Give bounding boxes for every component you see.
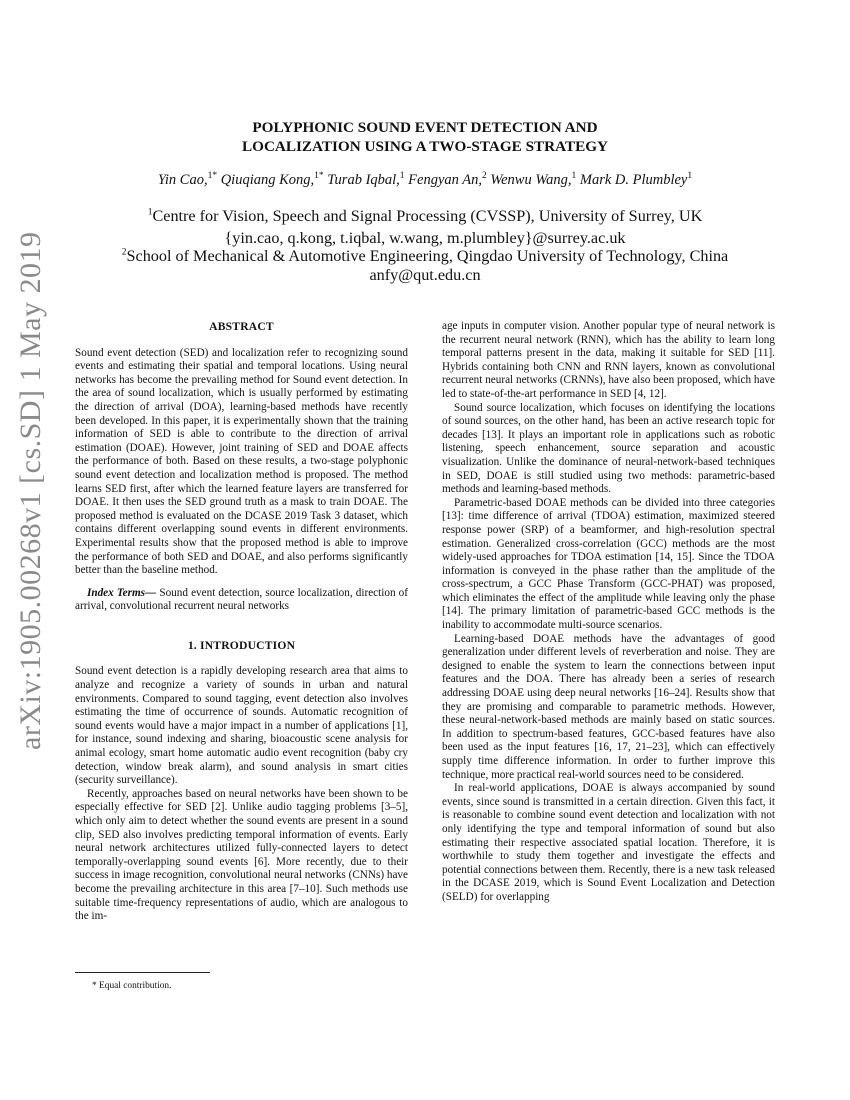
title-line-1: POLYPHONIC SOUND EVENT DETECTION AND [252,119,598,136]
author-mark: 1* [314,171,324,182]
abstract-heading: ABSTRACT [209,320,274,333]
introduction-heading: 1. INTRODUCTION [187,638,296,652]
left-column [75,320,408,924]
author-mark: 1 [687,171,693,182]
author-mark: 1* [207,171,218,182]
body-paragraph: Parametric-based DOAE methods can be divided into three categories [13]: time difference of arrival (TDOA) estimation, maximized steered response power (SRP) of a beamformer, and high-resolution spectral estimation. Generalized cross-correlation (GCC) methods are the most widely-used approaches for TDOA estimation [14, 15]. Since the TDOA information is conveyed in the phase rather than the amplitude of the cross-spectrum, a GCC Phase Transform (GCC-PHAT) was proposed, which eliminates the effect of the amplitude while leaving only the phase [14]. The primary limitation of parametric-based GCC methods is the inability to accommodate multi-source scenarios. [442,496,775,632]
author-mark: 1 [399,171,405,182]
index-terms-text: Sound event detection, source localization, direction of arrival, convolutional recurrent neural networks [75,586,408,613]
affiliation-2-email: anfy@qut.edu.cn [369,266,481,284]
body-paragraph: Learning-based DOAE methods have the advantages of good generalization under different levels of reverberation and noise. They are designed to enable the system to learn the connections between input features and the DOA. There has already been a series of research addressing DOAE using deep neural networks [16–24]. Results show that they are promising and comparable to parametric methods. However, these neural-network-based methods are mainly based on static sources. In addition to spectrum-based features, GCC-based features have also been used as the input features [16, 17, 21–23], which can effectively supply time difference information. In order to further improve this technique, more practical real-world sources need to be considered. [442,632,775,781]
author-name: Yin Cao, [157,172,208,188]
author-name: Qiuqiang Kong, [220,172,315,188]
intro-paragraph: Recently, approaches based on neural networks have been shown to be especially effective for SED [2]. Unlike audio tagging problems [3–5], which only aim to detect whether the sound events are present in a sound clip, SED also involves predicting temporal information of events. Early neural network architectures utilized fully-connected layers to detect temporally-overlapping sound events [6]. More recently, due to their success in image recognition, convolutional neural networks (CNNs) have become the prevailing architecture in this area [7–10]. Such methods use suitable time-frequency representations of audio, which are analogous to the im- [75,787,408,923]
body-paragraph: In real-world applications, DOAE is always accompanied by sound events, since sound is transmitted in a certain direction. Given this fact, it is reasonable to combine sound event detection and localization with not only identifying the type and temporal information of sound but also estimating their respective associated spatial location. Therefore, it is worthwhile to study them together and investigate the effects and potential connections between them. Recently, there is a new task released in the DCASE 2019, which is Sound Event Localization and Detection (SELD) for overlapping [442,782,775,903]
footnote: * Equal contribution. [92,981,172,991]
paper-title [0,118,850,156]
affiliation-mark: 1 [147,207,153,218]
intro-paragraph: Sound event detection is a rapidly developing research area that aims to analyze and recognize a variety of sounds in urban and natural environments. Compared to sound tagging, event detection also involves estimating the time of occurrence of sounds. Automatic recognition of sound events would have a major impact in a number of applications [1], for instance, sound indexing and sharing, bioacoustic scene analysis for animal ecology, smart home automatic audio event recognition (baby cry detection, window break alarm), and sound analysis in smart cities (security surveillance). [75,665,408,787]
affiliation-1 [0,207,850,226]
index-terms-label: Index Terms— [87,586,157,599]
affiliation-1-emails: {yin.cao, q.kong, t.iqbal, w.wang, m.plumbley}@surrey.ac.uk [224,229,626,247]
body-paragraph: age inputs in computer vision. Another popular type of neural network is the recurrent neural network (RNN), which has the ability to learn long temporal patterns present in the data, making it suitable for SED [11]. Hybrids containing both CNN and RNN layers, known as convolutional recurrent neural networks (CRNNs), have also been proposed, which have led to state-of-the-art performance in SED [4, 12]. [442,320,775,400]
index-terms [75,587,408,614]
author-mark: 1 [571,171,577,182]
right-column [442,320,775,905]
arxiv-stamp: arXiv:1905.00268v1 [cs.SD] 1 May 2019 [14,231,47,750]
affiliation-2 [0,247,850,266]
affiliation-mark: 2 [121,247,127,258]
affiliation-text: School of Mechanical & Automotive Engineering, Qingdao University of Technology, China [126,247,729,265]
author-mark: 2 [482,171,487,182]
author-list [0,172,850,189]
footnote-rule [75,972,210,973]
author-name: Turab Iqbal, [327,172,400,188]
author-name: Wenwu Wang, [490,172,572,188]
abstract-text: Sound event detection (SED) and localization refer to recognizing sound events and estimating their spatial and temporal locations. Using neural networks has become the prevailing method for Sound event detection. In the area of sound localization, which is usually performed by estimating the direction of arrival (DOA), learning-based methods have recently been developed. In this paper, it is experimentally shown that the training information of SED is able to contribute to the direction of arrival estimation (DOAE). However, joint training of SED and DOAE affects the performance of both. Based on these results, a two-stage polyphonic sound event detection and localization method is proposed. The method learns SED first, after which the learned feature layers are transferred for DOAE. It then uses the SED ground truth as a mask to train DOAE. The proposed method is evaluated on the DCASE 2019 Task 3 dataset, which contains different overlapping sound events in different environments. Experimental results show that the proposed method is able to improve the performance of both SED and DOAE, and also performs significantly better than the baseline method. [75,346,408,577]
body-paragraph: Sound source localization, which focuses on identifying the locations of sound sources, on the other hand, has been an active research topic for decades [13]. It plays an important role in applications such as robotic listening, speech enhancement, source separation and acoustic visualization. Unlike the dominance of neural-network-based techniques in SED, DOAE is still studied using two methods: parametric-based methods and learning-based methods. [442,401,775,496]
author-name: Fengyan An, [408,172,482,188]
author-name: Mark D. Plumbley [579,172,688,188]
affiliation-text: Centre for Vision, Speech and Signal Processing (CVSSP), University of Surrey, UK [152,207,703,225]
title-line-2: LOCALIZATION USING A TWO-STAGE STRATEGY [242,138,608,155]
